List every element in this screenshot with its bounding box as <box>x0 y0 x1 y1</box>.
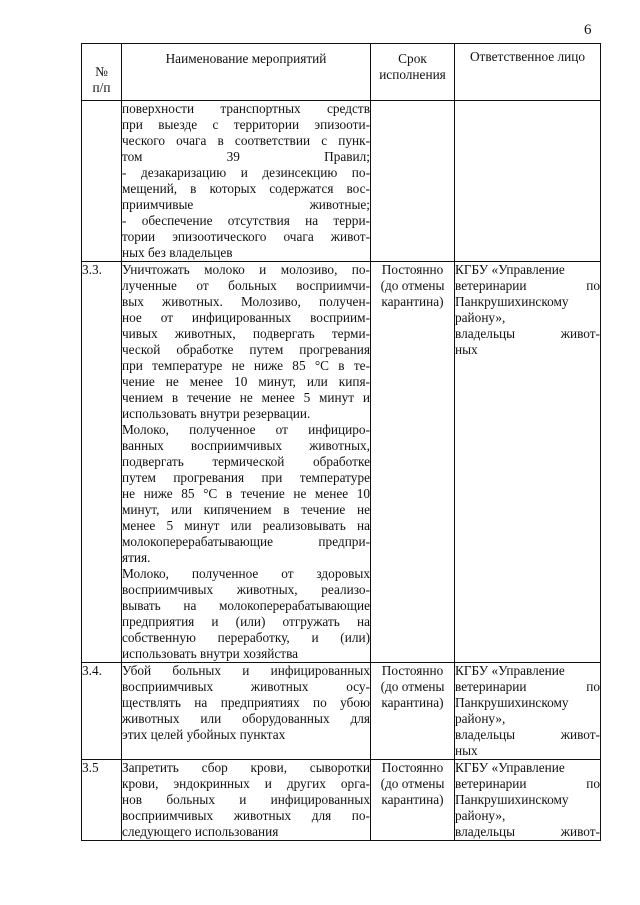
measure-line: при выезде с территории эпизооти- <box>122 117 370 132</box>
term-cell <box>371 262 455 663</box>
measure-line: ществлять на предприятиях по убою <box>122 695 370 710</box>
measure-line: Запретить сбор крови, сыворотки <box>122 760 370 775</box>
term-line: карантина) <box>381 695 444 710</box>
responsible-cell <box>455 663 601 760</box>
header-resp-text: Ответственное лицо <box>469 49 586 64</box>
measure-line: ческой обработке путем прогревания <box>122 342 370 357</box>
measure-line: чение не менее 10 минут, или кипя- <box>122 374 370 389</box>
measure-paragraph <box>122 760 370 840</box>
measure-line: вых животных. Молозиво, получен- <box>122 294 370 309</box>
responsible-line: ных <box>455 743 478 758</box>
measure-line: Молоко, полученное от инфициро- <box>122 422 370 437</box>
measures-table <box>81 43 601 841</box>
table-row <box>82 663 601 760</box>
measure-line: Молоко, полученное от здоровых <box>122 566 370 581</box>
row-number <box>82 101 122 262</box>
term-line: (до отмены <box>380 776 445 791</box>
measure-line: приимчивые животные; <box>122 197 370 212</box>
header-term-line: исполнения <box>379 67 446 82</box>
measure-line: путем прогревания при температуре <box>122 470 370 485</box>
measure-line: менее 5 минут или реализовывать на <box>122 518 370 533</box>
term-line: (до отмены <box>380 278 445 293</box>
table-row <box>82 760 601 841</box>
measure-line: тории эпизоотического очага живот- <box>122 229 370 244</box>
responsible-line: Панкрушихинскому <box>455 695 569 710</box>
measure-line: молокоперерабатывающие предпри- <box>122 534 370 549</box>
measure-line: мещений, в которых содержатся вос- <box>122 181 370 196</box>
measure-line: Уничтожать молоко и молозиво, по- <box>122 262 370 277</box>
header-name-text: Наименование мероприятий <box>165 51 327 66</box>
responsible-line: району», <box>455 808 506 823</box>
measure-line: использовать внутри резервации. <box>122 406 311 421</box>
measure-description <box>122 760 371 841</box>
measure-line: поверхности транспортных средств <box>122 101 370 116</box>
responsible-line: району», <box>455 310 506 325</box>
responsible-line: району», <box>455 711 506 726</box>
term-cell <box>371 663 455 760</box>
measure-line: использовать внутри хозяйства <box>122 646 299 661</box>
measure-line: крови, эндокринных и других орга- <box>122 776 370 791</box>
responsible-line: КГБУ «Управление <box>455 663 565 678</box>
header-resp <box>455 44 601 101</box>
responsible-line: ных <box>455 342 478 357</box>
measure-line: - дезакаризацию и дезинсекцию по- <box>122 165 370 180</box>
term-line: (до отмены <box>380 679 445 694</box>
responsible-cell <box>455 760 601 841</box>
measure-line: восприимчивых животных для по- <box>122 808 370 823</box>
measure-line: Убой больных и инфицированных <box>122 663 370 678</box>
responsible-line: владельцы живот- <box>455 326 600 341</box>
row-number: 3.5 <box>82 760 122 841</box>
responsible-line: ветеринарии по <box>455 776 600 791</box>
measure-line: минут, или кипячением в течение не <box>122 502 370 517</box>
row-number: 3.3. <box>82 262 122 663</box>
header-term <box>371 44 455 101</box>
responsible-line: ветеринарии по <box>455 679 600 694</box>
measure-paragraph <box>122 663 370 743</box>
term-cell <box>371 760 455 841</box>
measure-line: животных или оборудованных для <box>122 711 370 726</box>
term-line: Постоянно <box>381 760 444 775</box>
measure-line: - обеспечение отсутствия на терри- <box>122 213 370 228</box>
measure-line: ческого очага в соответствии с пунк- <box>122 133 370 148</box>
measure-line: ное от инфицированных восприим- <box>122 310 370 325</box>
term-cell <box>371 101 455 262</box>
table-row <box>82 101 601 262</box>
measure-paragraph <box>122 262 370 422</box>
header-name <box>122 44 371 101</box>
responsible-line: ветеринарии по <box>455 278 600 293</box>
term-line: карантина) <box>381 792 444 807</box>
measure-line: том 39 Правил; <box>122 149 370 164</box>
responsible-cell <box>455 101 601 262</box>
responsible-line: КГБУ «Управление <box>455 262 565 277</box>
measure-line: этих целей убойных пунктах <box>122 727 286 742</box>
measure-line: вывать на молокоперерабатывающие <box>122 598 370 613</box>
measure-paragraph <box>122 566 370 662</box>
measure-line: восприимчивых животных осу- <box>122 679 370 694</box>
measure-line: подвергать термической обработке <box>122 454 370 469</box>
measure-line: ятия. <box>122 550 151 565</box>
term-line: карантина) <box>381 294 444 309</box>
measure-line: при температуре не ниже 85 °С в те- <box>122 358 370 373</box>
responsible-line: Панкрушихинскому <box>455 294 569 309</box>
measure-line: нов больных и инфицированных <box>122 792 370 807</box>
responsible-cell <box>455 262 601 663</box>
measure-line: собственную переработку, и (или) <box>122 630 370 645</box>
term-line: Постоянно <box>381 663 444 678</box>
responsible-line: КГБУ «Управление <box>455 760 565 775</box>
responsible-line: владельцы живот- <box>455 727 600 742</box>
measure-description <box>122 262 371 663</box>
responsible-line: Панкрушихинскому <box>455 792 569 807</box>
page-number: 6 <box>584 22 592 38</box>
measure-paragraph <box>122 422 370 566</box>
header-num <box>82 44 122 101</box>
measure-paragraph <box>122 101 370 261</box>
table-header-row <box>82 44 601 101</box>
responsible-line: владельцы живот- <box>455 824 600 839</box>
measure-line: лученные от больных восприимчи- <box>122 278 370 293</box>
measure-description <box>122 663 371 760</box>
header-num-line: № <box>95 64 108 79</box>
row-number: 3.4. <box>82 663 122 760</box>
measure-line: следующего использования <box>122 824 279 839</box>
measure-line: ванных восприимчивых животных, <box>122 438 370 453</box>
measure-description <box>122 101 371 262</box>
term-line: Постоянно <box>381 262 444 277</box>
measure-line: чивых животных, подвергать терми- <box>122 326 370 341</box>
measure-line: чением в течение не менее 5 минут и <box>122 390 370 405</box>
header-num-line: п/п <box>92 80 111 95</box>
measure-line: восприимчивых животных, реализо- <box>122 582 370 597</box>
measure-line: ных без владельцев <box>122 245 233 260</box>
header-term-line: Срок <box>398 51 427 66</box>
measure-line: предприятия и (или) отгружать на <box>122 614 370 629</box>
measure-line: не ниже 85 °С в течение не менее 10 <box>122 486 370 501</box>
table-row <box>82 262 601 663</box>
